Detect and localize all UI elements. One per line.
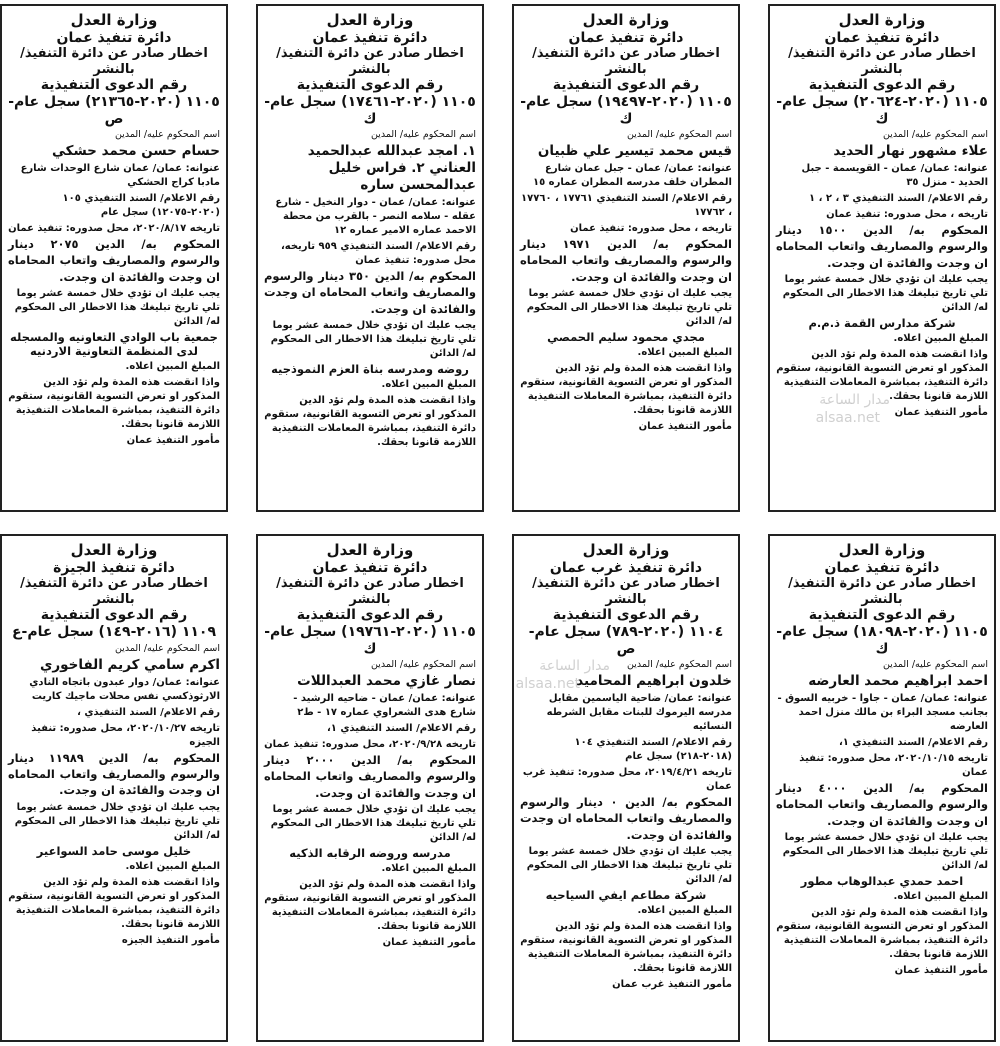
case-number: ١١٠٥ (٢٠٢٠-٢١٣٦٥) سجل عام-ص	[8, 94, 220, 127]
watermark-text: مدار الساعة	[539, 658, 610, 674]
payment-order: يجب عليك ان تؤدي خلال خمسة عشر يوما تلي تاريخ تبليغك هذا الاخطار الى المحكوم له/ الدائن	[526, 288, 732, 328]
reference-number: رقم الاعلام/ السند التنفيذي ١،	[326, 723, 476, 735]
debtor-label: اسم المحكوم عليه/ المدين	[114, 129, 220, 141]
case-number: ١١٠٥ (٢٠٢٠-١٨٠٩٨) سجل عام-ك	[776, 624, 988, 657]
debtor-address: عنوانه: عمان/ دوار عبدون باتجاه النادي الارثوذكسي نفس محلات ماجيك كاريت	[29, 676, 220, 702]
case-label: رقم الدعوى التنفيذية	[808, 76, 956, 93]
closing-text: واذا انقضت هذه المدة ولم تؤد الدين المذكور او تعرض التسوية القانونية، ستقوم دائرة التنفيذ، بمباشرة المعاملات التنفيذية اللازمة قانونا بحقك.	[520, 363, 732, 417]
reference-number: رقم الاعلام/ السند التنفيذي ١،	[838, 737, 988, 749]
debtor-address: عنوانه: عمان/ ضاحية الياسمين مقابل مدرسه اليرموك للبنات مقابل الشرطه النسائيه	[546, 693, 732, 733]
debtor-name: اكرم سامي كريم الفاخوري	[40, 656, 220, 673]
debtor-label: اسم المحكوم عليه/ المدين	[370, 129, 476, 141]
reference-number: رقم الاعلام/ السند التنفيذي ١٧٧٦١ ، ١٧٧٦٠ ، ١٧٧٦٢	[521, 193, 732, 219]
debtor-label: اسم المحكوم عليه/ المدين	[882, 129, 988, 141]
issue-date: تاريخه ٢٠٢٠/٨/١٧، محل صدوره: تنفيذ عمان	[8, 223, 220, 235]
amount-note: المبلغ المبين اعلاه.	[637, 905, 732, 917]
case-label: رقم الدعوى التنفيذية	[552, 606, 700, 623]
issue-date: تاريخه ٢٠١٩/٤/٢١، محل صدوره: تنفيذ غرب عمان	[522, 767, 732, 793]
closing-text: واذا انقضت هذه المدة ولم تؤد الدين المذكور او تعرض التسوية القانونية، ستقوم دائرة التنفيذ، بمباشرة المعاملات التنفيذية اللازمة قانونا بحقك.	[264, 879, 476, 933]
closing-text: واذا انقضت هذه المدة ولم تؤد الدين المذكور او تعرض التسوية القانونية، ستقوم دائرة التنفيذ، بمباشرة المعاملات التنفيذية اللازمة قانونا بحقك.	[520, 921, 732, 975]
notice-card	[256, 534, 484, 1042]
signature: مأمور التنفيذ عمان	[638, 421, 732, 433]
debt-amount: المحكوم به/ الدين ٢٠٧٥ دينار والرسوم والمصاريف واتعاب المحاماه ان وجدت والفائدة ان وجدت.	[8, 237, 220, 284]
case-number: ١١٠٩ (٢٠١٦-١٤٩) سجل عام-ع	[11, 624, 217, 641]
closing-text: واذا انقضت هذه المدة ولم تؤد الدين المذكور او تعرض التسوية القانونية، ستقوم دائرة التنفيذ، بمباشرة المعاملات التنفيذية اللازمة قانونا بحقك.	[8, 876, 220, 930]
issue-date: تاريخه ٢٠٢٠/٩/٢٨، محل صدوره: تنفيذ عمان	[264, 739, 476, 751]
reference-number: رقم الاعلام/ السند التنفيذي ٣ ، ٢ ، ١	[809, 193, 988, 205]
closing-text: واذا انقضت هذه المدة ولم تؤد الدين المذكور او تعرض التسوية القانونية، ستقوم دائرة التنفيذ، بمباشرة المعاملات التنفيذية اللازمة قانونا بحقك.	[776, 349, 988, 403]
debtor-name: حسام حسن محمد حشكي	[51, 143, 220, 160]
ministry-title: وزارة العدل	[838, 11, 926, 29]
debtor-address: عنوانه: عمان/ عمان شارع الوحدات شارع مادبا كراج الحشكي	[20, 163, 220, 189]
watermark-url: alsaa.net	[515, 676, 580, 692]
notification-title: اخطار صادر عن دائرة التنفيذ/بالنشر	[788, 576, 976, 607]
closing-text: واذا انقضت هذه المدة ولم تؤد الدين المذكور او تعرض التسوية القانونية، ستقوم دائرة التنفيذ، بمباشرة المعاملات التنفيذية اللازمة قانونا بحقك.	[8, 377, 220, 431]
debt-amount: المحكوم به/ الدين ١٩٧١ دينار والرسوم والمصاريف واتعاب المحاماه ان وجدت والفائدة ان وجدت.	[520, 237, 732, 284]
payment-order: يجب عليك ان تؤدي خلال خمسة عشر يوما تلي تاريخ تبليغك هذا الاخطار الى المحكوم له/ الدائن	[14, 288, 220, 328]
payment-order: يجب عليك ان تؤدي خلال خمسة عشر يوما تلي تاريخ تبليغك هذا الاخطار الى المحكوم له/ الدائن	[14, 801, 220, 841]
closing-text: واذا انقضت هذه المدة ولم تؤد الدين المذكور او تعرض التسوية القانونية، ستقوم دائرة التنفيذ، بمباشرة المعاملات التنفيذية اللازمة قانونا بحقك.	[264, 394, 476, 448]
signature: مأمور التنفيذ عمان	[894, 965, 988, 977]
department-title: دائرة تنفيذ عمان	[56, 29, 172, 46]
reference-number: رقم الاعلام/ السند التنفيذي ١٠٥ (٢٠٢٠-١٢٠٧٥) سجل عام	[62, 193, 220, 219]
signature: مأمور التنفيذ غرب عمان	[612, 979, 732, 991]
debtor-address: عنوانه: عمان/ عمان - جبل عمان شارع المطران خلف مدرسه المطران عماره ١٥	[532, 163, 732, 189]
debtor-address: عنوانه: عمان/ عمان - جاوا - خربيه السوق - بجانب مسجد البراء بن مالك منزل احمد العارضه	[777, 693, 988, 733]
ministry-title: وزارة العدل	[582, 11, 670, 29]
notification-title: اخطار صادر عن دائرة التنفيذ/بالنشر	[532, 46, 720, 77]
notice-card	[0, 4, 228, 512]
creditor-name: شركة مطاعم ايفي السياحيه	[545, 888, 707, 903]
notice-card	[512, 534, 740, 1042]
signature: مأمور التنفيذ الجيزه	[121, 934, 220, 946]
amount-note: المبلغ المبين اعلاه.	[125, 860, 220, 872]
issue-date: تاريخه ٢٠٢٠/١٠/١٥، محل صدوره: تنفيذ عمان	[799, 753, 988, 779]
issue-date: تاريخه ، محل صدوره: تنفيذ عمان	[570, 223, 732, 235]
ministry-title: وزارة العدل	[582, 541, 670, 559]
payment-order: يجب عليك ان تؤدي خلال خمسة عشر يوما تلي تاريخ تبليغك هذا الاخطار الى المحكوم له/ الدائن	[526, 846, 732, 886]
debtor-label: اسم المحكوم عليه/ المدين	[626, 659, 732, 671]
signature: مأمور التنفيذ عمان	[382, 937, 476, 949]
reference-number: رقم الاعلام/ السند التنفيذي ،	[77, 706, 220, 718]
debt-amount: المحكوم به/ الدين ٢٠٠٠ دينار والرسوم والمصاريف واتعاب المحاماه ان وجدت والفائدة ان وجدت.	[264, 753, 476, 800]
debtor-label: اسم المحكوم عليه/ المدين	[370, 659, 476, 671]
department-title: دائرة تنفيذ عمان	[312, 29, 428, 46]
debtor-name: قيس محمد تيسير علي ظبيان	[537, 143, 732, 160]
debtor-name: احمد ابراهيم محمد العارضه	[808, 673, 988, 690]
payment-order: يجب عليك ان تؤدي خلال خمسة عشر يوما تلي تاريخ تبليغك هذا الاخطار الى المحكوم له/ الدائن	[270, 804, 476, 844]
ministry-title: وزارة العدل	[70, 541, 158, 559]
ministry-title: وزارة العدل	[326, 541, 414, 559]
department-title: دائرة تنفيذ غرب عمان	[549, 559, 703, 576]
issue-date: تاريخه ٢٠٢٠/١٠/٢٧، محل صدوره: تنفيذ الجيزه	[31, 722, 220, 748]
amount-note: المبلغ المبين اعلاه.	[125, 361, 220, 373]
creditor-name: شركة مدارس القمة ذ.م.م	[808, 316, 956, 331]
amount-note: المبلغ المبين اعلاه.	[893, 333, 988, 345]
case-number: ١١٠٤ (٢٠٢٠-٧٨٩) سجل عام-ص	[528, 624, 724, 657]
department-title: دائرة تنفيذ عمان	[568, 29, 684, 46]
department-title: دائرة تنفيذ عمان	[824, 559, 940, 576]
department-title: دائرة تنفيذ عمان	[824, 29, 940, 46]
reference-number: رقم الاعلام/ السند التنفيذي ٩٥٩ تاريخه، محل صدوره: تنفيذ عمان	[280, 240, 476, 266]
debtor-address: عنوانه: عمان/ عمان - ضاحيه الرشيد - شارع هدى الشعراوي عماره ١٧ - ط٢	[293, 693, 476, 719]
notification-title: اخطار صادر عن دائرة التنفيذ/بالنشر	[20, 576, 208, 607]
case-label: رقم الدعوى التنفيذية	[552, 76, 700, 93]
debtor-name: علاء مشهور نهار الحديد	[833, 143, 988, 160]
issue-date: تاريخه ، محل صدوره: تنفيذ عمان	[826, 209, 988, 221]
amount-note: المبلغ المبين اعلاه.	[637, 347, 732, 359]
creditor-name: روضه ومدرسه بناة العزم النموذجيه	[271, 361, 469, 376]
debtor-label: اسم المحكوم عليه/ المدين	[626, 129, 732, 141]
case-label: رقم الدعوى التنفيذية	[40, 76, 188, 93]
debt-amount: المحكوم به/ الدين ٣٥٠ دينار والرسوم والمصاريف واتعاب المحاماه ان وجدت والفائدة ان وجدت.	[264, 268, 476, 316]
notification-title: اخطار صادر عن دائرة التنفيذ/بالنشر	[532, 576, 720, 607]
case-label: رقم الدعوى التنفيذية	[296, 606, 444, 623]
debt-amount: المحكوم به/ الدين ٠ دينار والرسوم والمصاريف واتعاب المحاماه ان وجدت والفائدة ان وجدت.	[520, 795, 732, 842]
watermark-url: alsaa.net	[815, 410, 880, 426]
debtor-label: اسم المحكوم عليه/ المدين	[882, 659, 988, 671]
notice-card	[768, 534, 996, 1042]
creditor-name: خليل موسى حامد السواعير	[36, 843, 192, 858]
watermark-text: مدار الساعة	[819, 392, 890, 408]
case-label: رقم الدعوى التنفيذية	[40, 606, 188, 623]
debt-amount: المحكوم به/ الدين ١١٩٨٩ دينار والرسوم والمصاريف واتعاب المحاماه ان وجدت والفائدة ان وجدت.	[8, 750, 220, 798]
ministry-title: وزارة العدل	[326, 11, 414, 29]
debt-amount: المحكوم به/ الدين ٤٠٠٠ دينار والرسوم والمصاريف واتعاب المحاماه ان وجدت والفائدة ان وجدت.	[776, 781, 988, 828]
signature: مأمور التنفيذ عمان	[126, 435, 220, 447]
debtor-address: عنوانه: عمان/ عمان - القويسمة - جبل الحديد - منزل ٣٥	[801, 163, 988, 189]
debt-amount: المحكوم به/ الدين ١٥٠٠ دينار والرسوم والمصاريف واتعاب المحاماه ان وجدت والفائدة ان وجدت.	[776, 223, 988, 270]
case-label: رقم الدعوى التنفيذية	[808, 606, 956, 623]
notice-card	[0, 534, 228, 1042]
closing-text: واذا انقضت هذه المدة ولم تؤد الدين المذكور او تعرض التسوية القانونية، ستقوم دائرة التنفيذ، بمباشرة المعاملات التنفيذية اللازمة قانونا بحقك.	[776, 907, 988, 961]
debtor-address: عنوانه: عمان/ عمان - دوار النخيل - شارع عقله - سلامه النصر - بالقرب من محطة الاحمد عماره الامير عماره ١٢	[275, 196, 476, 236]
amount-note: المبلغ المبين اعلاه.	[381, 378, 476, 390]
signature: مأمور التنفيذ عمان	[894, 407, 988, 419]
payment-order: يجب عليك ان تؤدي خلال خمسة عشر يوما تلي تاريخ تبليغك هذا الاخطار الى المحكوم له/ الدائن	[782, 832, 988, 872]
department-title: دائرة تنفيذ عمان	[312, 559, 428, 576]
ministry-title: وزارة العدل	[838, 541, 926, 559]
amount-note: المبلغ المبين اعلاه.	[381, 863, 476, 875]
amount-note: المبلغ المبين اعلاه.	[893, 891, 988, 903]
creditor-name: جمعية باب الوادي التعاونيه والمسجله لدى المنظمة التعاونية الاردنيه	[10, 330, 218, 359]
case-number: ١١٠٥ (٢٠٢٠-١٩٧٦١) سجل عام-ك	[264, 624, 476, 657]
case-number: ١١٠٥ (٢٠٢٠-٢٠٦٢٤) سجل عام-ك	[776, 94, 988, 127]
creditor-name: احمد حمدي عبدالوهاب مطور	[800, 874, 964, 889]
notification-title: اخطار صادر عن دائرة التنفيذ/بالنشر	[276, 46, 464, 77]
notification-title: اخطار صادر عن دائرة التنفيذ/بالنشر	[788, 46, 976, 77]
reference-number: رقم الاعلام/ السند التنفيذي ١٠٤ (٢٠١٨-٢١٨) سجل عام	[574, 737, 732, 763]
case-label: رقم الدعوى التنفيذية	[296, 76, 444, 93]
debtor-name: ١. امجد عبدالله عبدالحميد العناني ٢. فراس خليل عبدالمحسن ساره	[307, 143, 476, 193]
notification-title: اخطار صادر عن دائرة التنفيذ/بالنشر	[276, 576, 464, 607]
creditor-name: مجدي محمود سليم الحمصي	[547, 330, 705, 345]
debtor-label: اسم المحكوم عليه/ المدين	[114, 642, 220, 654]
payment-order: يجب عليك ان تؤدي خلال خمسة عشر يوما تلي تاريخ تبليغك هذا الاخطار الى المحكوم له/ الدائن	[782, 274, 988, 314]
case-number: ١١٠٥ (٢٠٢٠-١٩٤٩٧) سجل عام-ك	[520, 94, 732, 127]
notice-card	[512, 4, 740, 512]
debtor-name: نصار غازي محمد العبداللات	[297, 673, 476, 690]
ministry-title: وزارة العدل	[70, 11, 158, 29]
notice-card	[768, 4, 996, 512]
payment-order: يجب عليك ان تؤدي خلال خمسة عشر يوما تلي تاريخ تبليغك هذا الاخطار الى المحكوم له/ الدائن	[270, 319, 476, 359]
debtor-name: خلدون ابراهيم المحاميد	[576, 673, 732, 690]
creditor-name: مدرسه وروضه الرقابه الذكيه	[289, 846, 451, 861]
department-title: دائرة تنفيذ الجيزة	[53, 559, 175, 576]
notification-title: اخطار صادر عن دائرة التنفيذ/بالنشر	[20, 46, 208, 77]
notice-card	[256, 4, 484, 512]
case-number: ١١٠٥ (٢٠٢٠-١٧٤٦١) سجل عام-ك	[264, 94, 476, 127]
